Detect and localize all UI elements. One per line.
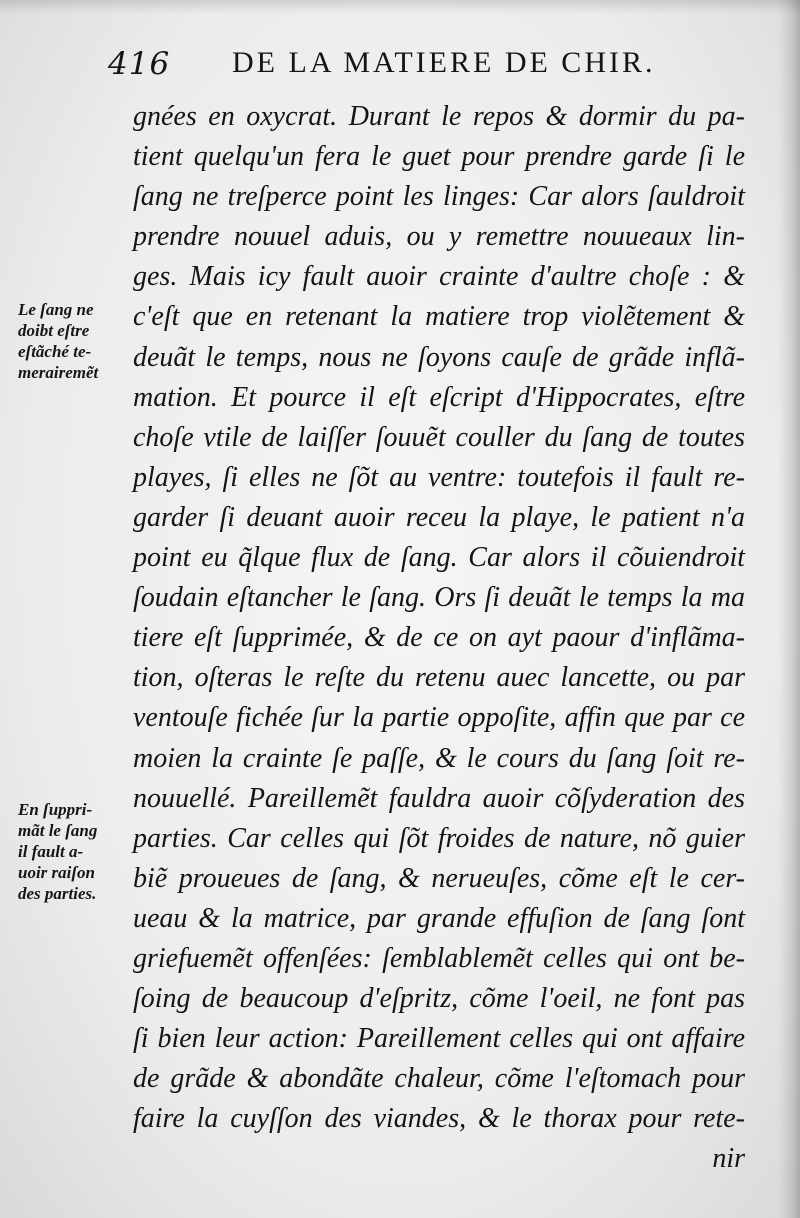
text-line: nouuellé. Pareillemẽt fauldra auoir cõſyderation des <box>133 782 745 814</box>
text-line: griefuemẽt offenſées: ſemblablemẽt celles qui ont be- <box>133 942 745 974</box>
text-line: c'eſt que en retenant la matiere trop violẽtement & <box>133 301 745 333</box>
marginal-note-line: des parties. <box>18 884 97 903</box>
marginal-note-line: il fault a- <box>18 842 84 861</box>
marginal-note-line: uoir raiſon <box>18 863 95 882</box>
page-header <box>108 42 748 86</box>
marginal-note <box>18 299 136 383</box>
catchword: nir <box>712 1143 745 1175</box>
text-line: ſoudain eſtancher le ſang. Ors ſi deuãt le temps la ma <box>133 582 745 614</box>
main-text-block <box>133 97 745 1180</box>
text-line: prendre nouuel aduis, ou y remettre nouueaux lin- <box>133 221 745 253</box>
text-line: choſe vtile de laiſſer ſouuẽt couller du ſang de toutes <box>133 421 745 453</box>
text-line: tion, oſteras le reſte du retenu auec lancette, ou par <box>133 662 745 694</box>
running-title: DE LA MATIERE DE CHIR. <box>232 46 656 79</box>
text-line: garder ſi deuant auoir receu la playe, le patient n'a <box>133 501 745 533</box>
text-line: de grãde & abondãte chaleur, cõme l'eſtomach pour <box>133 1063 745 1095</box>
text-line: point eu q̃lque flux de ſang. Car alors il cõuiendroit <box>133 542 745 574</box>
marginal-note-line: En ſuppri- <box>18 800 93 819</box>
text-line: ſoing de beaucoup d'eſpritz, cõme l'oeil, ne font pas <box>133 983 745 1015</box>
gutter-shadow <box>778 0 800 1218</box>
text-line: parties. Car celles qui ſõt froides de nature, nõ guier <box>133 822 745 854</box>
marginal-note <box>18 799 136 904</box>
marginal-note-line: mãt le ſang <box>18 821 98 840</box>
text-line: moien la crainte ſe paſſe, & le cours du ſang ſoit re- <box>133 742 745 774</box>
marginal-note-line: Le ſang ne <box>18 300 94 319</box>
text-line: gnées en oxycrat. Durant le repos & dormir du pa- <box>133 101 745 132</box>
text-line: tiere eſt ſupprimée, & de ce on ayt paour d'inflãma- <box>133 622 745 654</box>
text-line: ges. Mais icy fault auoir crainte d'aultre choſe : & <box>133 261 745 293</box>
text-line: faire la cuyſſon des viandes, & le thorax pour rete- <box>133 1103 745 1135</box>
text-line: playes, ſi elles ne ſõt au ventre: toutefois il fault re- <box>133 461 745 493</box>
marginal-note-line: doibt eſtre <box>18 321 90 340</box>
text-line: deuãt le temps, nous ne ſoyons cauſe de grãde inflã- <box>133 341 745 373</box>
top-shadow <box>0 0 800 14</box>
text-line: mation. Et pource il eſt eſcript d'Hippocrates, eſtre <box>133 381 745 413</box>
text-line: ventouſe fichée ſur la partie oppoſite, affin que par ce <box>133 702 745 734</box>
text-line: ueau & la matrice, par grande effuſion de ſang ſont <box>133 902 745 934</box>
text-line: tient quelqu'un fera le guet pour prendre garde ſi le <box>133 141 745 173</box>
text-line: ſang ne treſperce point les linges: Car alors ſauldroit <box>133 181 745 213</box>
text-line: biẽ proueues de ſang, & nerueuſes, cõme eſt le cer- <box>133 862 745 894</box>
page-number: 416 <box>108 46 171 82</box>
marginal-note-line: merairemẽt <box>18 363 99 382</box>
marginal-note-line: eſtãché te- <box>18 342 92 361</box>
text-line: ſi bien leur action: Pareillement celles qui ont affaire <box>133 1023 745 1055</box>
